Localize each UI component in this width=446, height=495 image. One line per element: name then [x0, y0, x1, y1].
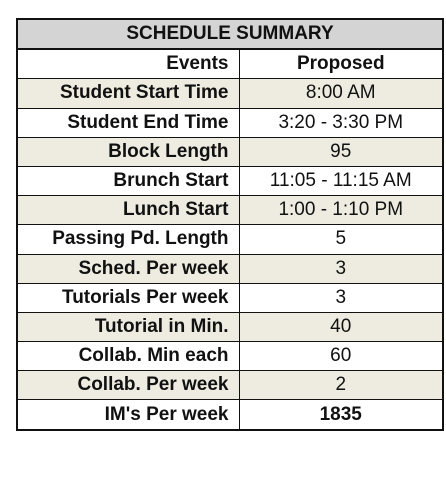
row-label: Sched. Per week	[17, 254, 239, 283]
row-value: 2	[239, 371, 443, 400]
row-label: Lunch Start	[17, 196, 239, 225]
table-title-row	[17, 19, 443, 49]
row-value: 95	[239, 137, 443, 166]
row-value: 3	[239, 283, 443, 312]
row-value: 40	[239, 312, 443, 341]
row-value: 5	[239, 225, 443, 254]
row-label: Block Length	[17, 137, 239, 166]
schedule-summary-table	[16, 18, 444, 431]
row-value: 8:00 AM	[239, 79, 443, 108]
row-value: 1835	[239, 400, 443, 430]
table-body	[17, 79, 443, 430]
table-row	[17, 342, 443, 371]
table-row	[17, 225, 443, 254]
column-header-proposed: Proposed	[239, 49, 443, 79]
row-value: 1:00 - 1:10 PM	[239, 196, 443, 225]
table-row	[17, 283, 443, 312]
table-row	[17, 312, 443, 341]
row-label: Collab. Per week	[17, 371, 239, 400]
row-label: Tutorial in Min.	[17, 312, 239, 341]
table-title: SCHEDULE SUMMARY	[17, 19, 443, 49]
row-label: Brunch Start	[17, 166, 239, 195]
table-row	[17, 108, 443, 137]
table-row	[17, 166, 443, 195]
row-value: 11:05 - 11:15 AM	[239, 166, 443, 195]
table-header-row	[17, 49, 443, 79]
row-value: 60	[239, 342, 443, 371]
table-row	[17, 371, 443, 400]
table-row	[17, 254, 443, 283]
row-label: Student Start Time	[17, 79, 239, 108]
row-value: 3:20 - 3:30 PM	[239, 108, 443, 137]
table-row	[17, 79, 443, 108]
column-header-events: Events	[17, 49, 239, 79]
row-value: 3	[239, 254, 443, 283]
row-label: Passing Pd. Length	[17, 225, 239, 254]
row-label: IM's Per week	[17, 400, 239, 430]
table-row	[17, 400, 443, 430]
row-label: Tutorials Per week	[17, 283, 239, 312]
row-label: Student End Time	[17, 108, 239, 137]
table-row	[17, 137, 443, 166]
row-label: Collab. Min each	[17, 342, 239, 371]
table-row	[17, 196, 443, 225]
